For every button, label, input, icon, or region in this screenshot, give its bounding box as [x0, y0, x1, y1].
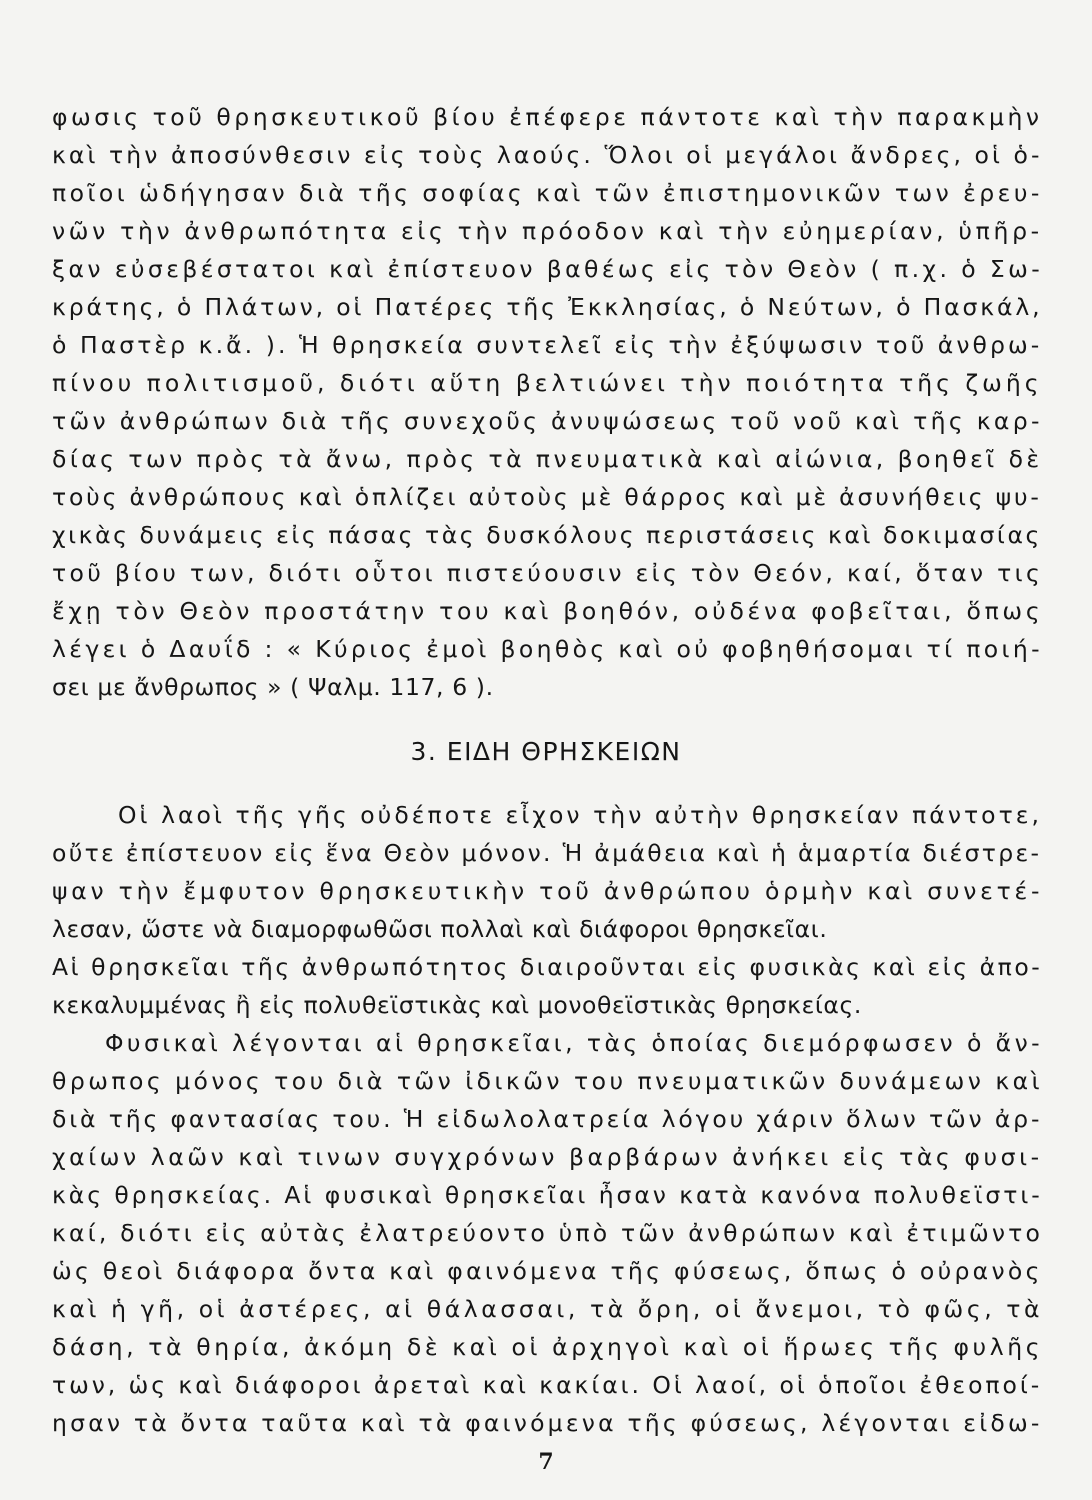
text-line: κὰς θρησκείας. Αἱ φυσικαὶ θρησκεῖαι ἦσαν κατὰ κανόνα πολυθεϊστι-: [52, 1181, 1043, 1209]
text-line: ξαν εὐσεβέστατοι καὶ ἐπίστευον βαθέως εἰς τὸν Θεὸν ( π.χ. ὁ Σω-: [52, 255, 1044, 283]
text-line: σει με ἄνθρωπος » ( Ψαλμ. 117, 6 ).: [52, 673, 494, 701]
text-line: καὶ τὴν ἀποσύνθεσιν εἰς τοὺς λαούς. Ὅλοι οἱ μεγάλοι ἄνδρες, οἱ ὁ-: [52, 141, 1043, 169]
page-number: 7: [538, 1449, 554, 1475]
text-line: Οἱ λαοὶ τῆς γῆς οὐδέποτε εἶχον τὴν αὐτὴν θρησκείαν πάντοτε,: [118, 801, 1043, 829]
text-line: διὰ τῆς φαντασίας του. Ἡ εἰδωλολατρεία λόγου χάριν ὅλων τῶν ἀρ-: [52, 1105, 1043, 1133]
text-line: ὡς θεοὶ διάφορα ὄντα καὶ φαινόμενα τῆς φύσεως, ὅπως ὁ οὐρανὸς: [52, 1257, 1043, 1285]
text-line: καί, διότι εἰς αὐτὰς ἐλατρεύοντο ὑπὸ τῶν ἀνθρώπων καὶ ἐτιμῶντο: [52, 1219, 1044, 1247]
text-line: λεσαν, ὥστε νὰ διαμορφωθῶσι πολλαὶ καὶ διάφοροι θρησκεῖαι.: [52, 915, 828, 943]
text-line: ὁ Παστὲρ κ.ἄ. ). Ἡ θρησκεία συντελεῖ εἰς τὴν ἐξύψωσιν τοῦ ἀνθρω-: [52, 331, 1043, 359]
text-line: νῶν τὴν ἀνθρωπότητα εἰς τὴν πρόοδον καὶ τὴν εὐημερίαν, ὑπῆρ-: [52, 217, 1043, 245]
text-line: ποῖοι ὡδήγησαν διὰ τῆς σοφίας καὶ τῶν ἐπιστημονικῶν των ἐρευ-: [52, 179, 1043, 207]
text-line: θρωπος μόνος του διὰ τῶν ἰδικῶν του πνευματικῶν δυνάμεων καὶ: [52, 1067, 1044, 1095]
text-line: λέγει ὁ Δαυΐδ : « Κύριος ἐμοὶ βοηθὸς καὶ οὐ φοβηθήσομαι τί ποιή-: [52, 635, 1043, 663]
text-line: χαίων λαῶν καὶ τινων συγχρόνων βαρβάρων ἀνήκει εἰς τὰς φυσι-: [52, 1143, 1043, 1171]
text-line: χικὰς δυνάμεις εἰς πάσας τὰς δυσκόλους περιστάσεις καὶ δοκιμασίας: [52, 521, 1042, 549]
text-line: τοὺς ἀνθρώπους καὶ ὁπλίζει αὐτοὺς μὲ θάρρος καὶ μὲ ἀσυνήθεις ψυ-: [52, 483, 1042, 511]
text-line: τῶν ἀνθρώπων διὰ τῆς συνεχοῦς ἀνυψώσεως τοῦ νοῦ καὶ τῆς καρ-: [52, 407, 1043, 435]
text-line: δάση, τὰ θηρία, ἀκόμη δὲ καὶ οἱ ἀρχηγοὶ καὶ οἱ ἥρωες τῆς φυλῆς: [52, 1333, 1044, 1361]
text-line: Φυσικαὶ λέγονται αἱ θρησκεῖαι, τὰς ὁποίας διεμόρφωσεν ὁ ἄν-: [105, 1029, 1044, 1057]
text-line: ἔχῃ τὸν Θεὸν προστάτην του καὶ βοηθόν, οὐδένα φοβεῖται, ὅπως: [52, 597, 1044, 625]
text-line: κράτης, ὁ Πλάτων, οἱ Πατέρες τῆς Ἐκκλησίας, ὁ Νεύτων, ὁ Πασκάλ,: [52, 293, 1043, 321]
text-line: καὶ ἡ γῆ, οἱ ἀστέρες, αἱ θάλασσαι, τὰ ὄρη, οἱ ἄνεμοι, τὸ φῶς, τὰ: [52, 1295, 1044, 1323]
text-line: κεκαλυμμένας ἢ εἰς πολυθεϊστικὰς καὶ μονοθεϊστικὰς θρησκείας.: [52, 991, 862, 1019]
text-line: τοῦ βίου των, διότι οὗτοι πιστεύουσιν εἰς τὸν Θεόν, καί, ὅταν τις: [52, 559, 1044, 587]
text-line: Αἱ θρησκεῖαι τῆς ἀνθρωπότητος διαιροῦνται εἰς φυσικὰς καὶ εἰς ἀπο-: [52, 953, 1043, 981]
text-line: των, ὡς καὶ διάφοροι ἀρεταὶ καὶ κακίαι. Οἱ λαοί, οἱ ὁποῖοι ἐθεοποί-: [52, 1371, 1043, 1399]
text-line: δίας των πρὸς τὰ ἄνω, πρὸς τὰ πνευματικὰ καὶ αἰώνια, βοηθεῖ δὲ: [52, 445, 1043, 473]
text-line: φωσις τοῦ θρησκευτικοῦ βίου ἐπέφερε πάντοτε καὶ τὴν παρακμὴν: [52, 103, 1043, 131]
text-line: οὔτε ἐπίστευον εἰς ἕνα Θεὸν μόνον. Ἡ ἀμάθεια καὶ ἡ ἁμαρτία διέστρε-: [52, 839, 1042, 867]
text-line: ψαν τὴν ἔμφυτον θρησκευτικὴν τοῦ ἀνθρώπου ὁρμὴν καὶ συνετέ-: [52, 877, 1044, 905]
text-line: ησαν τὰ ὄντα ταῦτα καὶ τὰ φαινόμενα τῆς φύσεως, λέγονται εἰδω-: [52, 1409, 1043, 1437]
section-heading: 3. ΕΙΔΗ ΘΡΗΣΚΕΙΩΝ: [410, 737, 682, 766]
text-line: πίνου πολιτισμοῦ, διότι αὕτη βελτιώνει τὴν ποιότητα τῆς ζωῆς: [52, 369, 1043, 397]
